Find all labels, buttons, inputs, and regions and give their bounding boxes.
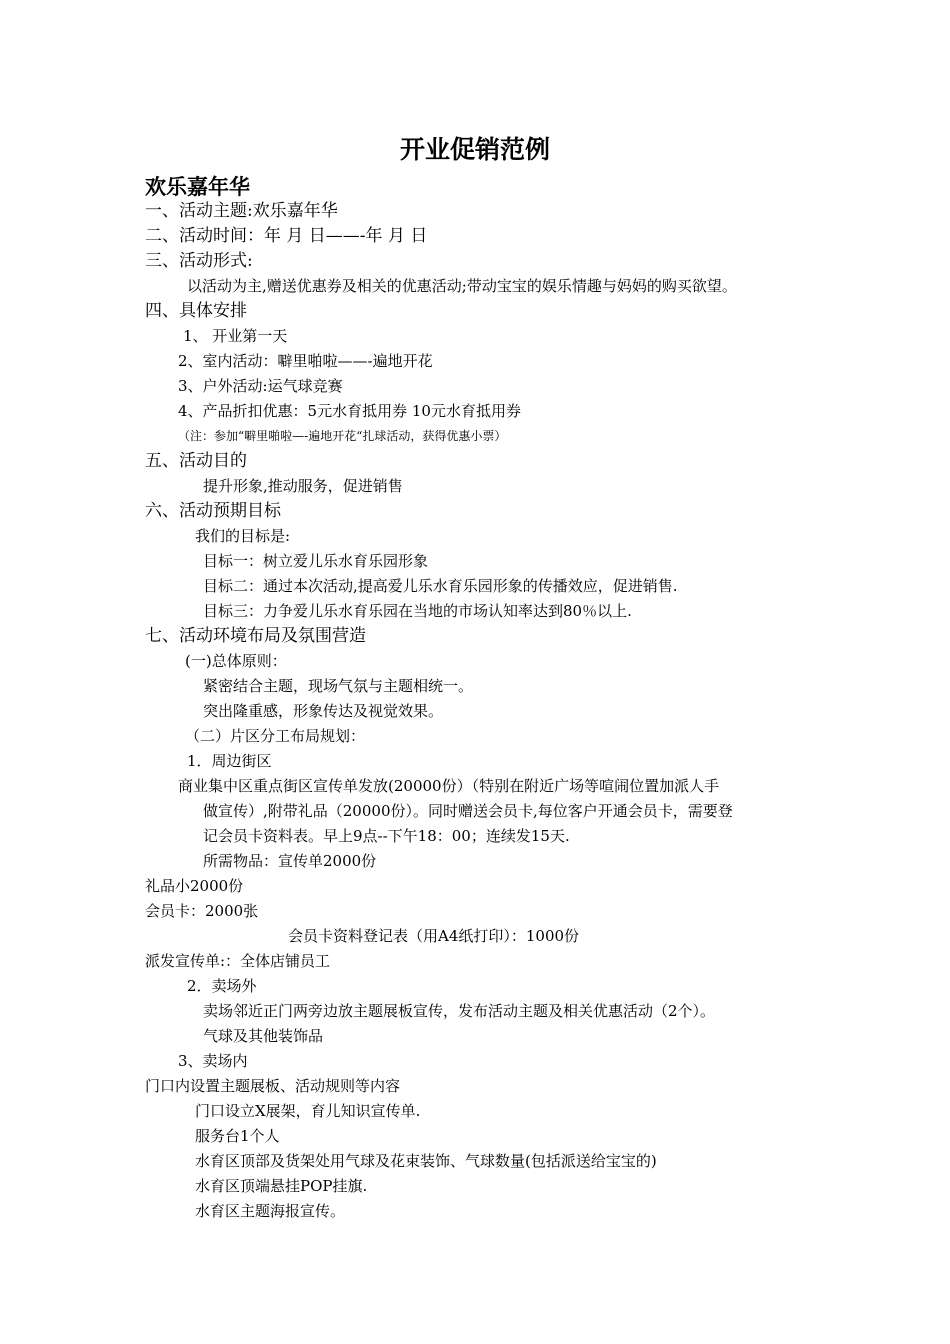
format-description: 以活动为主,赠送优惠券及相关的优惠活动;带动宝宝的娱乐情趣与妈妈的购买欲望。 [187, 277, 737, 295]
zone-street-text-2: 做宣传）,附带礼品（20000份）。同时赠送会员卡,每位客户开通会员卡，需要登 [203, 802, 733, 820]
required-items: 所需物品：宣传单2000份 [203, 852, 377, 870]
arrangement-note: （注：参加“噼里啪啦—-遍地开花“扎球活动，获得优惠小票） [178, 429, 507, 443]
layout-principle-2: 突出隆重感，形象传达及视觉效果。 [203, 702, 444, 720]
heading-layout: 七、活动环境布局及氛围营造 [145, 626, 366, 646]
zone-inside-text-4: 水育区顶部及货架处用气球及花束装饰、气球数量(包括派送给宝宝的) [195, 1152, 657, 1170]
purpose-text: 提升形象,推动服务，促进销售 [203, 477, 403, 495]
zone-inside-text-2: 门口设立X展架，育儿知识宣传单. [195, 1102, 421, 1120]
goal-1: 目标一：树立爱儿乐水育乐园形象 [203, 552, 429, 570]
zone-inside-heading: 3、卖场内 [178, 1052, 248, 1070]
layout-principle-1: 紧密结合主题，现场气氛与主题相统一。 [203, 677, 474, 695]
zone-inside-text-1: 门口内设置主题展板、活动规则等内容 [145, 1077, 401, 1095]
goals-intro: 我们的目标是: [195, 527, 291, 545]
zone-plan-heading: （二）片区分工布局规划： [185, 727, 366, 745]
page-title: 开业促销范例 [399, 135, 550, 164]
arrangement-item-1: 1、 开业第一天 [183, 327, 288, 345]
zone-inside-text-3: 服务台1个人 [195, 1127, 280, 1145]
zone-street-text-3: 记会员卡资料表。早上9点--下午18：00；连续发15天. [203, 827, 570, 845]
zone-street-heading: 1．周边街区 [187, 752, 272, 770]
heading-format: 三、活动形式: [145, 251, 253, 271]
zone-outside-heading: 2．卖场外 [187, 977, 257, 995]
heading-time: 二、活动时间：年 月 日——-年 月 日 [145, 226, 428, 246]
required-forms: 会员卡资料登记表（用A4纸打印）：1000份 [288, 927, 580, 945]
zone-street-text-1: 商业集中区重点街区宣传单发放(20000份）（特别在附近广场等喧闹位置加派人手 [178, 777, 720, 795]
zone-outside-text-2: 气球及其他装饰品 [203, 1027, 324, 1045]
heading-theme: 一、活动主题:欢乐嘉年华 [145, 201, 338, 221]
arrangement-item-2: 2、室内活动：噼里啪啦——-遍地开花 [178, 352, 433, 370]
flyer-staff: 派发宣传单:：全体店铺员工 [145, 952, 331, 970]
required-cards: 会员卡：2000张 [145, 902, 259, 920]
required-gifts: 礼品小2000份 [145, 877, 244, 895]
goal-3: 目标三：力争爱儿乐水育乐园在当地的市场认知率达到80％以上. [203, 602, 632, 620]
heading-purpose: 五、活动目的 [145, 451, 247, 471]
arrangement-item-3: 3、户外活动:运气球竞赛 [178, 377, 343, 395]
arrangement-item-4: 4、产品折扣优惠：5元水育抵用券 10元水育抵用券 [178, 402, 521, 420]
zone-outside-text-1: 卖场邻近正门两旁边放主题展板宣传，发布活动主题及相关优惠活动（2个）。 [203, 1002, 716, 1020]
zone-inside-text-6: 水育区主题海报宣传。 [195, 1202, 346, 1220]
heading-arrangement: 四、具体安排 [145, 301, 247, 321]
layout-principle-heading: (一)总体原则： [185, 652, 287, 670]
section-subtitle: 欢乐嘉年华 [145, 175, 250, 199]
heading-goals: 六、活动预期目标 [145, 501, 281, 521]
goal-2: 目标二：通过本次活动,提高爱儿乐水育乐园形象的传播效应，促进销售. [203, 577, 678, 595]
zone-inside-text-5: 水育区顶端悬挂POP挂旗. [195, 1177, 368, 1195]
